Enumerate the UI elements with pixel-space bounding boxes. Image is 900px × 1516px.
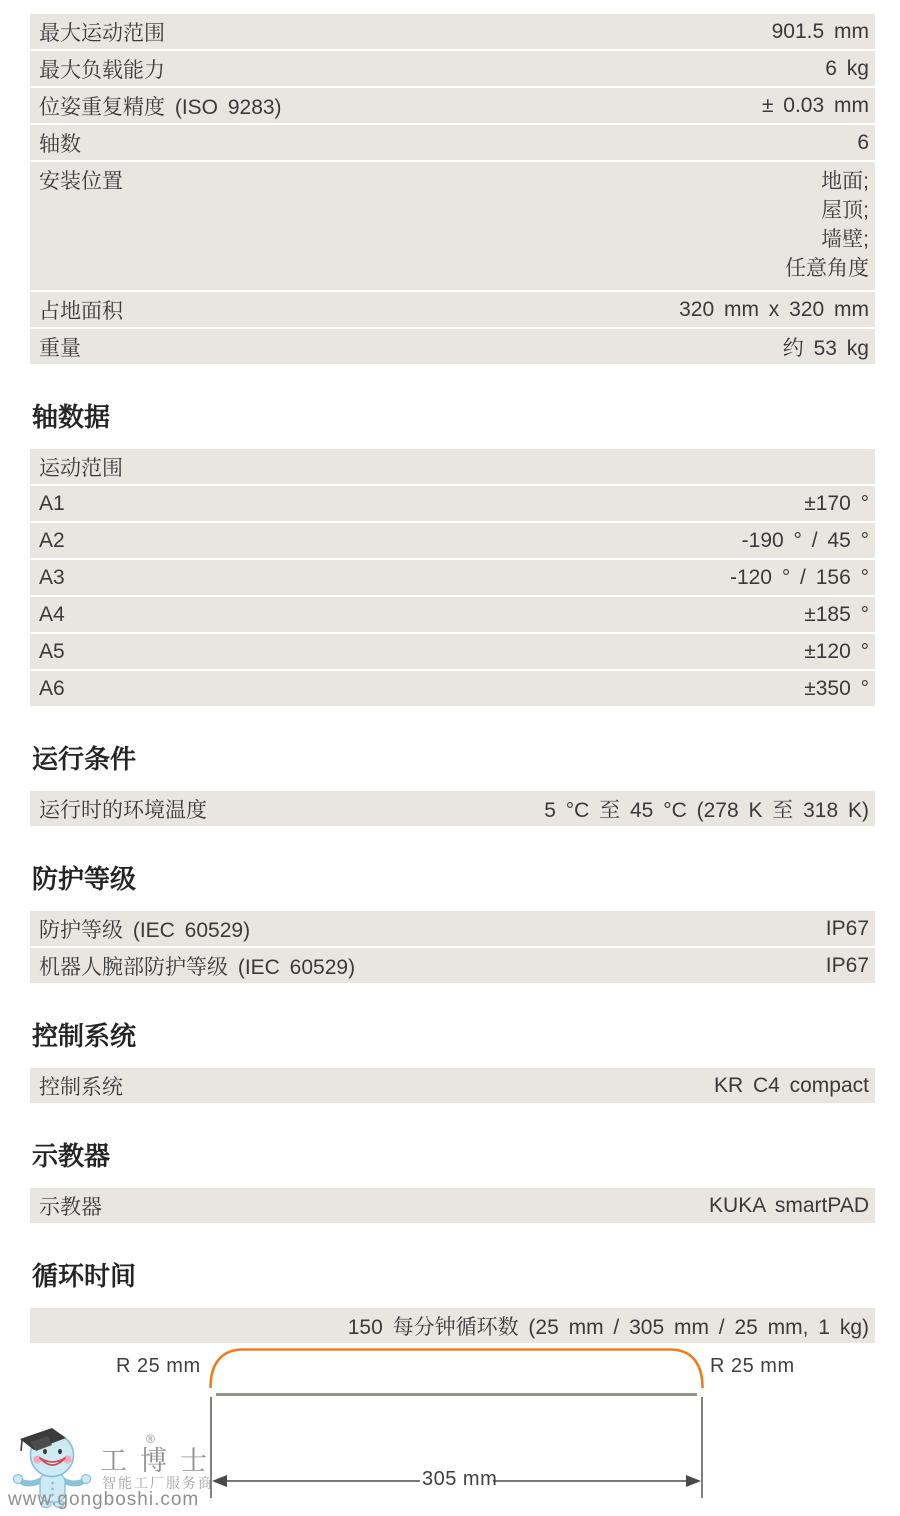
- spec-label: 最大负载能力: [39, 58, 165, 82]
- table-row: [30, 88, 875, 123]
- spec-value: 320 mm x 320 mm: [679, 297, 869, 321]
- axis-range: -120 ° / 156 °: [729, 565, 869, 589]
- main-spec-table: [30, 14, 875, 364]
- spec-label: 示教器: [39, 1195, 102, 1219]
- radius-label-left: R 25 mm: [116, 1355, 201, 1377]
- spec-value: 6: [857, 130, 869, 154]
- axis-label: A1: [39, 491, 65, 515]
- spec-value: 6 kg: [825, 56, 869, 80]
- logo-tagline: 智能工厂服务商: [102, 1475, 214, 1491]
- mounting-option: 地面;: [821, 170, 869, 193]
- spec-value-multiline: [785, 167, 869, 283]
- axis-range: ±120 °: [804, 639, 869, 663]
- table-subheader-row: [30, 449, 875, 484]
- section-title-controller: 控制系统: [32, 1021, 137, 1051]
- table-row: [30, 597, 875, 632]
- radius-label-right: R 25 mm: [710, 1355, 795, 1377]
- table-row: [30, 292, 875, 327]
- spec-value: 约 53 kg: [782, 336, 869, 360]
- axis-range: ±185 °: [804, 602, 869, 626]
- spec-value: KR C4 compact: [713, 1073, 869, 1097]
- table-row: [30, 51, 875, 86]
- axis-label: A3: [39, 565, 65, 589]
- spec-value: 901.5 mm: [771, 19, 869, 43]
- spec-label: 运行时的环境温度: [39, 798, 207, 822]
- cycle-time-value: 150 每分钟循环数 (25 mm / 305 mm / 25 mm, 1 kg): [347, 1315, 869, 1339]
- spec-value: KUKA smartPAD: [709, 1193, 869, 1217]
- axis-data-table: [30, 449, 875, 706]
- table-row: [30, 1188, 875, 1223]
- spec-label: 占地面积: [39, 299, 123, 323]
- spec-value: ± 0.03 mm: [761, 93, 869, 117]
- mounting-option: 屋顶;: [821, 199, 869, 222]
- spec-label: 控制系统: [39, 1075, 123, 1099]
- axis-label: A5: [39, 639, 65, 663]
- mounting-option: 墙壁;: [821, 228, 869, 251]
- section-title-protection-rating: 防护等级: [32, 864, 137, 894]
- spec-label: 机器人腕部防护等级 (IEC 60529): [39, 955, 356, 979]
- axis-range: -190 ° / 45 °: [741, 528, 869, 552]
- table-row: [30, 14, 875, 49]
- spec-label: 轴数: [39, 132, 81, 156]
- spec-label: 安装位置: [39, 170, 123, 193]
- mascot-eye-left: [43, 1449, 47, 1454]
- logo-website-link[interactable]: www.gongboshi.com: [8, 1489, 200, 1510]
- section-title-cycle-time: 循环时间: [32, 1261, 137, 1291]
- mascot-hand-left: [14, 1475, 23, 1484]
- logo-brand-name: 工博士: [100, 1446, 220, 1477]
- section-title-operating-conditions: 运行条件: [32, 744, 137, 774]
- table-row: [30, 486, 875, 521]
- table-row-mounting-position: [30, 162, 875, 290]
- axis-label: A6: [39, 676, 65, 700]
- gongboshi-logo: [6, 1423, 246, 1513]
- table-row: [30, 671, 875, 706]
- spec-label: 重量: [39, 336, 81, 360]
- spec-label: 最大运动范围: [39, 21, 165, 45]
- table-row: [30, 329, 875, 364]
- mascot-hand-right: [82, 1475, 91, 1484]
- section-title-teach-pendant: 示教器: [32, 1141, 111, 1171]
- table-row: [30, 634, 875, 669]
- arrowhead-right-icon: [686, 1475, 701, 1487]
- mascot-button: [51, 1482, 54, 1485]
- table-row: [30, 1068, 875, 1103]
- table-row: [30, 125, 875, 160]
- section-title-axis-data: 轴数据: [32, 402, 111, 432]
- spec-value: IP67: [825, 916, 869, 940]
- registered-trademark-icon: ®: [146, 1432, 155, 1446]
- axis-range: ±350 °: [804, 676, 869, 700]
- table-row: [30, 791, 875, 826]
- spec-value: 5 °C 至 45 °C (278 K 至 318 K): [544, 798, 869, 822]
- width-dimension-label: 305 mm: [422, 1468, 498, 1490]
- table-row: [30, 911, 875, 946]
- spec-label: 运动范围: [39, 456, 123, 480]
- rounded-path-curve: [211, 1350, 703, 1389]
- cycle-time-banner-row: [30, 1308, 875, 1343]
- table-row: [30, 523, 875, 558]
- spec-label: 防护等级 (IEC 60529): [39, 918, 251, 942]
- axis-label: A4: [39, 602, 65, 626]
- axis-range: ±170 °: [804, 491, 869, 515]
- graduation-cap-tassel: [21, 1440, 22, 1451]
- spec-value: IP67: [825, 953, 869, 977]
- spec-label: 位姿重复精度 (ISO 9283): [39, 95, 282, 119]
- protection-table: [30, 911, 875, 983]
- mascot-eye-right: [58, 1449, 62, 1454]
- axis-label: A2: [39, 528, 65, 552]
- mounting-option: 任意角度: [785, 257, 869, 280]
- table-row: [30, 560, 875, 595]
- table-row: [30, 948, 875, 983]
